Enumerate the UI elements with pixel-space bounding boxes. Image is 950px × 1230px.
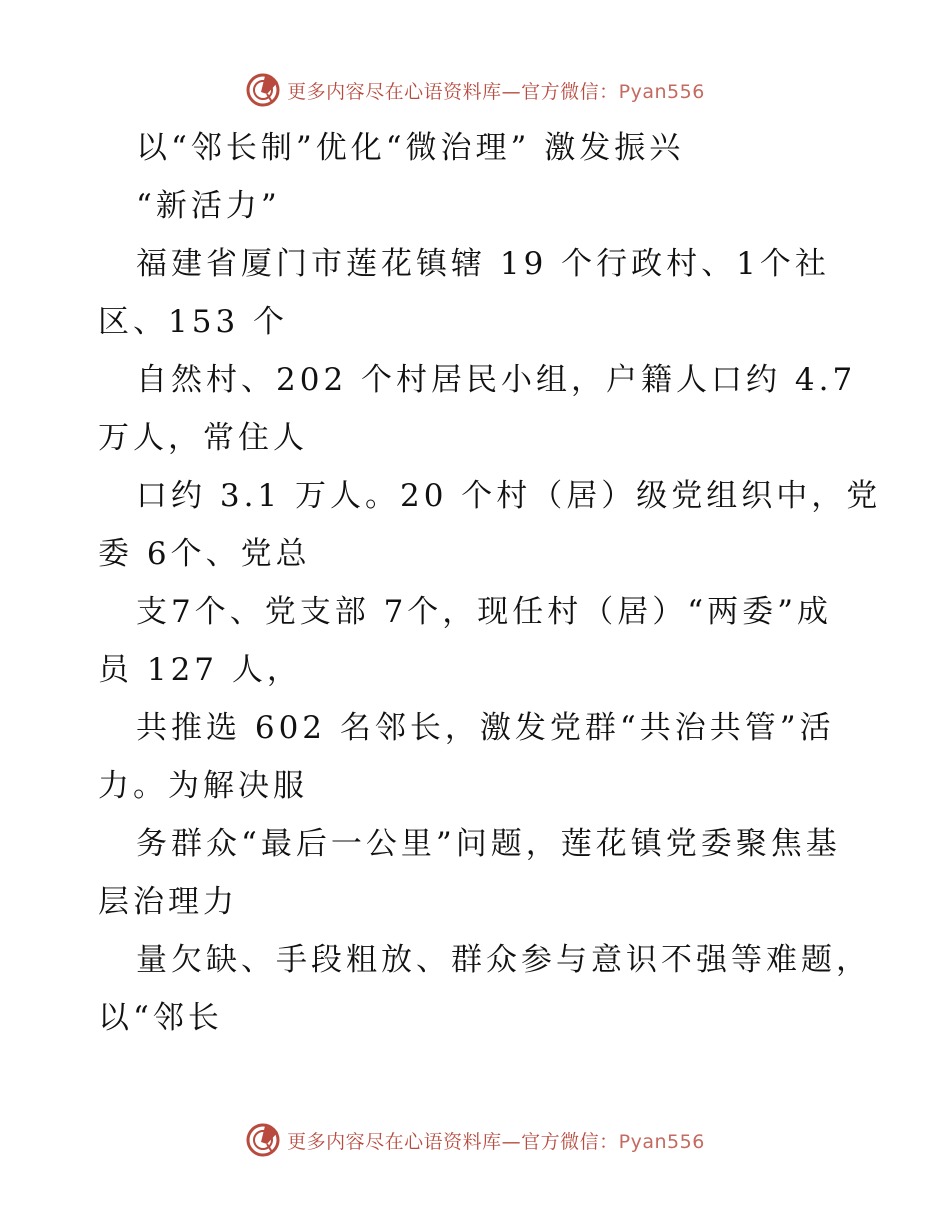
banner-text: 更多内容尽在心语资料库—官方微信： <box>287 80 619 103</box>
paragraph-line: 支7个、党支部 7个，现任村（居）“两委”成 <box>136 594 832 630</box>
banner-wechat: Pyan556 <box>618 80 705 103</box>
paragraph-line: 委 6个、党总 <box>98 536 311 572</box>
paragraph-line: 力。为解决服 <box>98 768 308 804</box>
paragraph-line: 量欠缺、手段粗放、群众参与意识不强等难题， <box>136 942 871 978</box>
header-banner <box>0 70 950 110</box>
title-line-1: 以“邻长制”优化“微治理” 激发振兴 <box>136 130 685 166</box>
paragraph-line: 层治理力 <box>98 884 238 920</box>
paragraph-line: 共推选 602 名邻长，激发党群“共治共管”活 <box>136 710 835 746</box>
paragraph-line: 区、153 个 <box>98 304 289 340</box>
title-line-2: “新活力” <box>136 188 281 224</box>
paragraph-line: 务群众“最后一公里”问题，莲花镇党委聚焦基 <box>136 826 841 862</box>
paragraph-line: 福建省厦门市莲花镇辖 19 个行政村、1个社 <box>136 246 830 282</box>
paragraph-line: 员 127 人， <box>98 652 302 688</box>
paragraph-line: 万人，常住人 <box>98 420 308 456</box>
paragraph-line: 以“邻长 <box>98 1000 223 1036</box>
footer-banner <box>0 1120 950 1160</box>
banner-wechat: Pyan556 <box>618 1130 705 1153</box>
pen-logo-icon <box>245 72 281 108</box>
paragraph-line: 自然村、202 个村居民小组，户籍人口约 4.7 <box>136 362 857 398</box>
pen-logo-icon <box>245 1122 281 1158</box>
banner-text: 更多内容尽在心语资料库—官方微信： <box>287 1130 619 1153</box>
paragraph-line: 口约 3.1 万人。20 个村（居）级党组织中，党 <box>136 478 882 514</box>
